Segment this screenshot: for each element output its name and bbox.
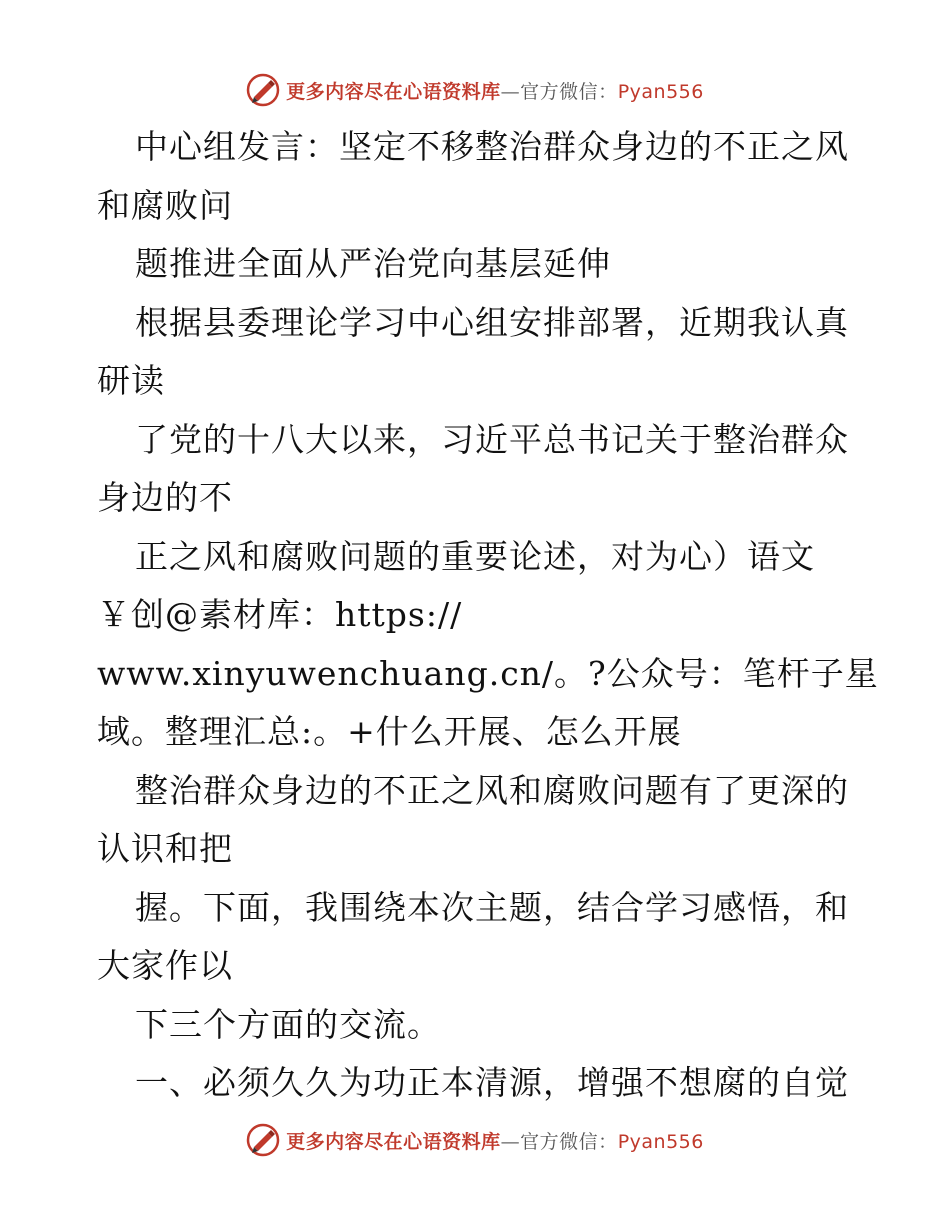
body-line: 身边的不	[97, 478, 233, 517]
banner-separator: —	[500, 1130, 521, 1153]
banner-inner	[246, 1123, 704, 1157]
banner-wechat-label: 官方微信：	[520, 80, 618, 103]
header-banner	[0, 70, 950, 110]
body-line: 题推进全面从严治党向基层延伸	[135, 244, 611, 283]
body-line: 了党的十八大以来，习近平总书记关于整治群众	[135, 419, 849, 459]
banner-wechat-id: Pyan556	[617, 80, 704, 103]
body-line: 根据县委理论学习中心组安排部署，近期我认真	[135, 302, 849, 342]
banner-text	[286, 77, 704, 104]
body-line: 握。下面，我围绕本次主题，结合学习感悟，和	[135, 887, 849, 927]
body-line: 下三个方面的交流。	[135, 1004, 441, 1044]
banner-wechat-label: 官方微信：	[520, 1130, 618, 1153]
footer-banner	[0, 1120, 950, 1160]
body-line: 和腐败问	[97, 185, 233, 225]
banner-brand: 更多内容尽在心语资料库	[286, 1130, 501, 1153]
body-line: ￥创@素材库：https://	[97, 595, 463, 634]
document-body	[97, 118, 879, 1113]
pen-logo-icon	[246, 1123, 280, 1157]
body-line: 一、必须久久为功正本清源，增强不想腐的自觉	[135, 1063, 849, 1102]
body-line: 整治群众身边的不正之风和腐败问题有了更深的	[135, 770, 849, 810]
banner-brand: 更多内容尽在心语资料库	[286, 80, 501, 103]
body-line: 中心组发言：坚定不移整治群众身边的不正之风	[135, 127, 849, 166]
pen-logo-icon	[246, 73, 280, 107]
body-line: www.xinyuwenchuang.cn/。?公众号：笔杆子星	[97, 653, 879, 693]
banner-text	[286, 1127, 704, 1154]
body-line: 大家作以	[97, 946, 233, 985]
banner-inner	[246, 73, 704, 107]
body-line: 域。整理汇总:。+什么开展、怎么开展	[97, 712, 682, 751]
body-line: 研读	[97, 361, 165, 400]
banner-wechat-id: Pyan556	[617, 1130, 704, 1153]
body-line: 认识和把	[97, 829, 233, 868]
banner-separator: —	[500, 80, 521, 103]
body-line: 正之风和腐败问题的重要论述，对为心）语文	[135, 536, 815, 576]
